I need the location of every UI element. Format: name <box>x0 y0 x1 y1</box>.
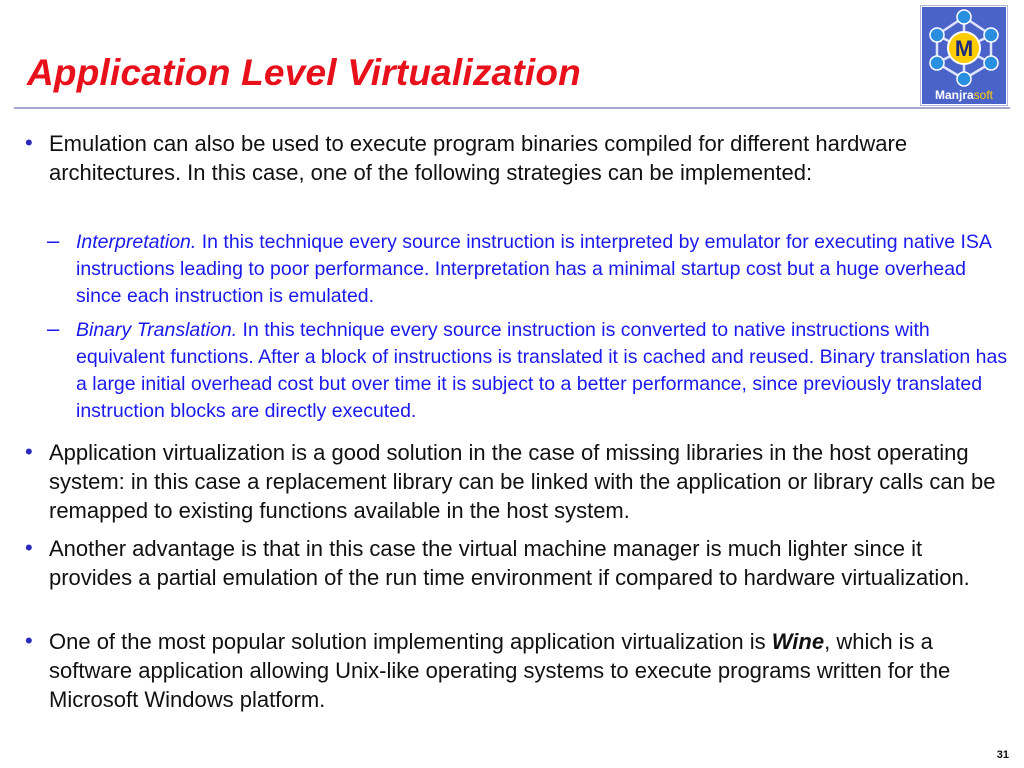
bullet-item-vmm-lighter <box>25 534 1009 592</box>
bullet-text-before: One of the most popular solution implementing application virtualization is <box>49 629 772 654</box>
subitem-binary-translation <box>47 316 1010 425</box>
bullet-text: Emulation can also be used to execute program binaries compiled for different hardware architectures. In this case, one of the following strategies can be implemented: <box>49 131 908 185</box>
logo-letter: M <box>954 36 974 61</box>
bullet-text: Application virtualization is a good solution in the case of missing libraries in the host operating system: in this case a replacement library can be linked with the application or library calls can be remapped to existing functions available in the host system. <box>49 440 996 523</box>
bullet-marker: • <box>25 439 33 464</box>
bullet-text: Another advantage is that in this case the virtual machine manager is much lighter since it provides a partial emulation of the run time environment if compared to hardware virtualization. <box>49 536 970 590</box>
bullet-marker: • <box>25 535 33 560</box>
manjrasoft-logo <box>920 5 1008 106</box>
bullet-marker: • <box>25 130 33 155</box>
bullet-item-wine <box>25 627 1009 714</box>
wine-highlight: Wine <box>771 629 825 654</box>
logo-brand-part1: Manjra <box>934 88 974 102</box>
dash-marker: – <box>47 316 60 341</box>
subitem-interpretation <box>47 228 1010 310</box>
subitem-text: In this technique every source instruction is interpreted by emulator for executing native ISA instructions leading to poor performance. Interpretation has a minimal startup cost but a huge overhead since each instruction is emulated. <box>76 231 991 307</box>
subitem-term: Binary Translation. <box>76 319 238 341</box>
logo-brand-text <box>921 88 1007 102</box>
slide-title: Application Level Virtualization <box>27 52 581 93</box>
page-number: 31 <box>996 749 1009 761</box>
bullet-item-emulation <box>25 129 1009 187</box>
bullet-text-after: , which is a software application allowing Unix-like operating systems to execute programs written for the Microsoft Windows platform. <box>49 629 951 712</box>
bullet-item-missing-libraries <box>25 438 1009 525</box>
dash-marker: – <box>47 228 60 253</box>
subitem-text: In this technique every source instruction is converted to native instructions with equivalent functions. After a block of instructions is translated it is cached and reused. Binary translation has a large initial overhead cost but over time it is subject to a better performance, since previously translated instruction blocks are directly executed. <box>76 319 1008 422</box>
title-divider <box>14 107 1010 109</box>
bullet-marker: • <box>25 628 33 653</box>
network-logo-icon <box>922 7 1006 87</box>
logo-brand-part2: soft <box>973 88 994 102</box>
subitem-term: Interpretation. <box>76 231 197 253</box>
